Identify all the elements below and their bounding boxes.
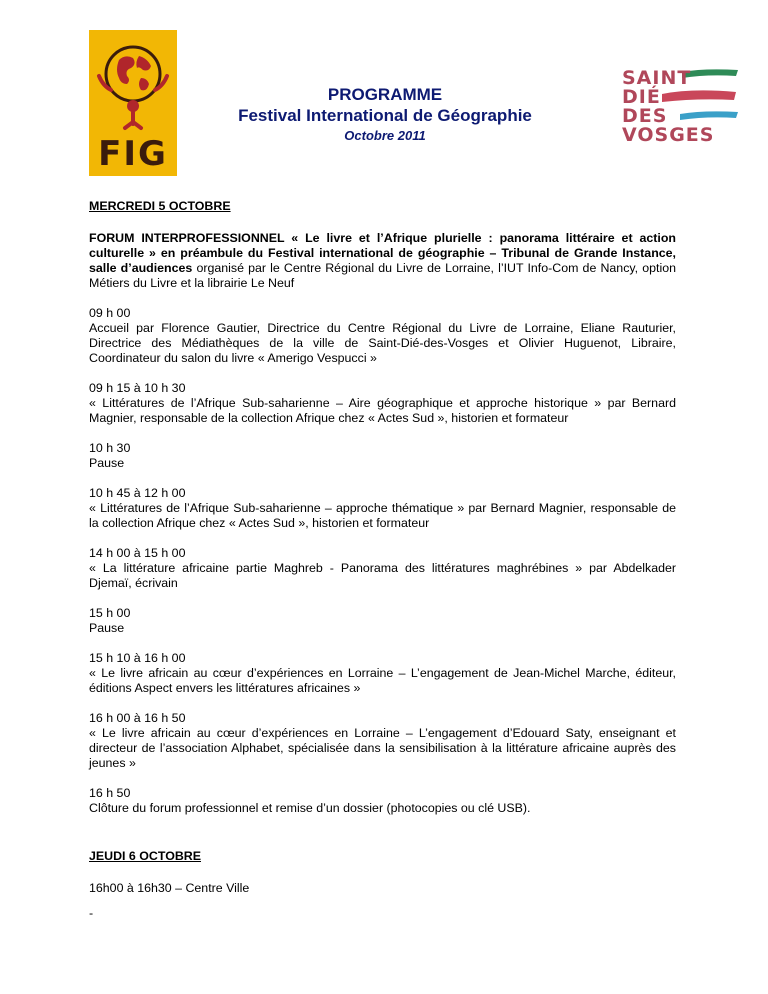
schedule-item — [89, 381, 676, 426]
fig-logo-text: FIG — [98, 134, 168, 174]
forum-title: FORUM INTERPROFESSIONNEL « Le livre et l’Afrique plurielle : panorama littéraire et action culturelle » en préambule du Festival international de géographie – Tribunal de Grande Instance, salle d’audiences — [89, 231, 676, 275]
page-subtitle: Festival International de Géographie — [238, 106, 532, 125]
schedule-desc: Pause — [89, 621, 125, 635]
schedule-item — [89, 486, 676, 531]
schedule-desc: « Littératures de l’Afrique Sub-saharienne – Aire géographique et approche historique » par Bernard Magnier, responsable de la collection Afrique chez « Actes Sud », historien et formateur — [89, 396, 676, 425]
schedule-time: 10 h 30 — [89, 441, 131, 455]
city-logo-line-1: SAINT — [622, 67, 692, 89]
schedule-time: 16 h 00 à 16 h 50 — [89, 711, 186, 725]
schedule-item — [89, 651, 676, 696]
schedule-desc: « La littérature africaine partie Maghreb - Panorama des littératures maghrébines » par Abdelkader Djemaï, écrivain — [89, 561, 676, 590]
schedule-time: 09 h 00 — [89, 306, 131, 320]
schedule-item — [89, 306, 676, 366]
schedule-time: 14 h 00 à 15 h 00 — [89, 546, 186, 560]
schedule-desc: « Le livre africain au cœur d’expériences en Lorraine – L’engagement de Jean-Michel Marche, éditeur, éditions Aspect envers les littératures africaines » — [89, 666, 676, 695]
day-heading-thursday: JEUDI 6 OCTOBRE — [89, 849, 201, 863]
schedule-item — [89, 441, 676, 471]
schedule-desc: Accueil par Florence Gautier, Directrice du Centre Régional du Livre de Lorraine, Eliane Rauturier, Directrice des Médiathèques de la ville de Saint-Dié-des-Vosges et Olivier Huguenot, Libraire, Coordinateur du salon du livre « Amerigo Vespucci » — [89, 321, 676, 365]
schedule-desc: « Littératures de l’Afrique Sub-saharienne – approche thématique » par Bernard Magnier, responsable de la collection Afrique chez « Actes Sud », historien et formateur — [89, 501, 676, 530]
day-heading-wednesday: MERCREDI 5 OCTOBRE — [89, 199, 231, 213]
forum-intro — [89, 231, 676, 291]
schedule-item — [89, 711, 676, 771]
schedule-desc: Pause — [89, 456, 125, 470]
saint-die-logo — [622, 64, 742, 149]
schedule-time: 10 h 45 à 12 h 00 — [89, 486, 186, 500]
thursday-first-line: 16h00 à 16h30 – Centre Ville — [89, 881, 250, 895]
schedule-time: 09 h 15 à 10 h 30 — [89, 381, 186, 395]
programme-content — [89, 199, 676, 921]
page-title: PROGRAMME — [327, 85, 443, 104]
schedule-desc: « Le livre africain au cœur d’expériences en Lorraine – L’engagement d’Edouard Saty, enseignant et directeur de l’association Alphabet, spécialisée dans la sensibilisation à la littérature africaine auprès des jeunes » — [89, 726, 676, 770]
schedule-time: 16 h 50 — [89, 786, 131, 800]
day-spacer — [89, 831, 676, 849]
schedule-time: 15 h 10 à 16 h 00 — [89, 651, 186, 665]
page-date: Octobre 2011 — [344, 128, 426, 143]
forum-organizers: organisé par le Centre Régional du Livre de Lorraine, l’IUT Info-Com de Nancy, option Métiers du Livre et la librairie Le Neuf — [89, 261, 676, 290]
header-title-block — [190, 84, 580, 145]
schedule-item — [89, 786, 676, 816]
schedule-item — [89, 606, 676, 636]
city-logo-line-3: DES — [622, 105, 668, 127]
schedule-item — [89, 546, 676, 591]
city-logo-line-2: DIÉ — [622, 86, 661, 108]
schedule-desc: Clôture du forum professionnel et remise d’un dossier (photocopies ou clé USB). — [89, 801, 531, 815]
list-dash: - — [89, 906, 94, 920]
fig-logo — [89, 30, 177, 176]
schedule-time: 15 h 00 — [89, 606, 131, 620]
city-logo-line-4: VOSGES — [622, 124, 715, 146]
